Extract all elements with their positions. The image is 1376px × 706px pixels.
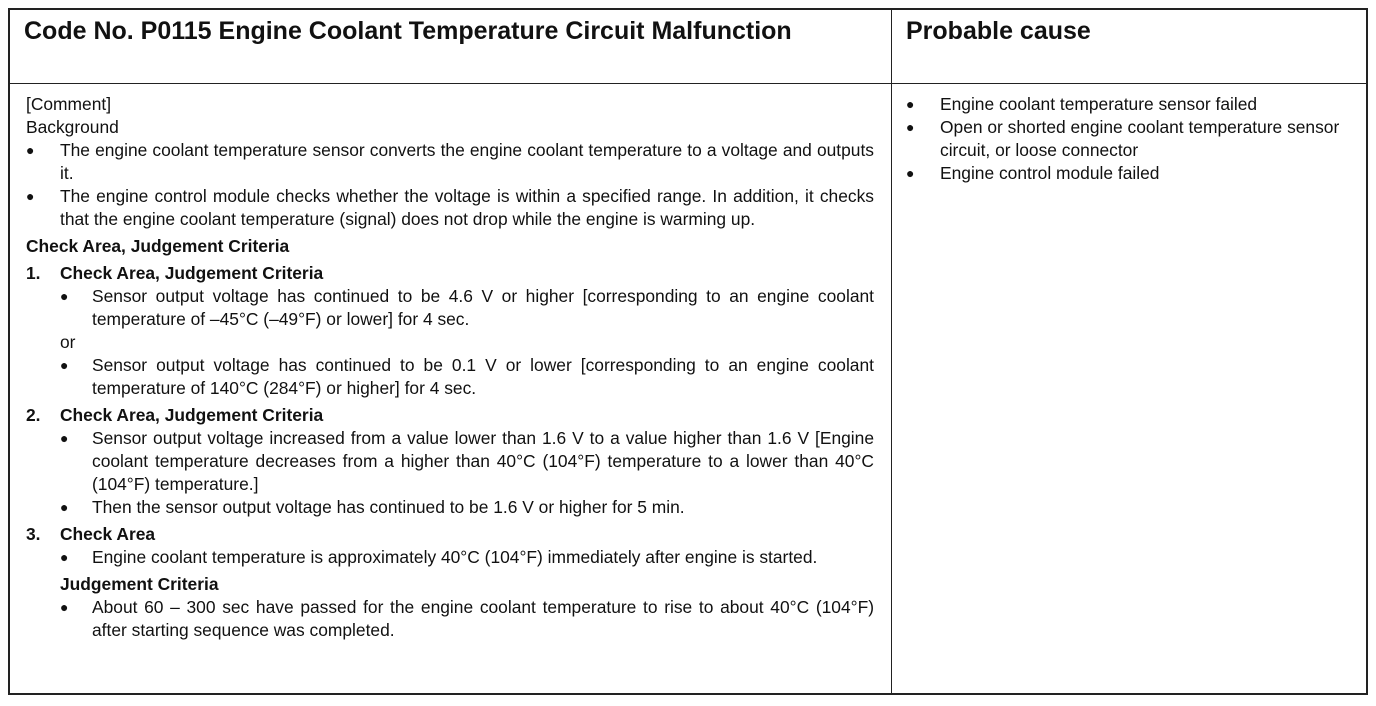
item-1-bullet: ● Sensor output voltage has continued to be 0.1 V or lower [corresponding to an engine coolant temperature of 140°C (284°F) or higher] for 4 sec.	[60, 355, 874, 398]
column-divider	[891, 10, 892, 693]
item-2-bullet: ● Sensor output voltage increased from a value lower than 1.6 V to a value higher than 1.6 V [Engine coolant temperature decreases from a higher than 40°C (104°F) temperature to a lower than 40°C (104°F) temperature.]	[60, 428, 874, 494]
probable-cause-column	[906, 93, 1356, 185]
item-3-bullet: ● Engine coolant temperature is approximately 40°C (104°F) immediately after engine is started.	[60, 547, 818, 567]
background-bullet: ● The engine control module checks whether the voltage is within a specified range. In addition, it checks that the engine coolant temperature (signal) does not drop while the engine is warming up.	[26, 186, 874, 229]
bullet-icon: ●	[60, 288, 69, 304]
page-title: Code No. P0115 Engine Coolant Temperature Circuit Malfunction	[24, 17, 792, 45]
probable-cause-item: ● Open or shorted engine coolant temperature sensor circuit, or loose connector	[906, 117, 1340, 160]
item-1-bullet: ● Sensor output voltage has continued to be 4.6 V or higher [corresponding to an engine coolant temperature of –45°C (–49°F) or lower] for 4 sec.	[60, 286, 874, 329]
bullet-icon: ●	[60, 430, 69, 446]
probable-cause-item: ● Engine coolant temperature sensor failed	[906, 94, 1258, 114]
item-2-heading: 2. Check Area, Judgement Criteria	[26, 405, 324, 425]
bullet-icon: ●	[906, 96, 915, 112]
item-3-bullet: ● About 60 – 300 sec have passed for the engine coolant temperature to rise to about 40°C (104°F) after starting sequence was completed.	[60, 597, 874, 640]
description-column	[26, 93, 874, 642]
bullet-icon: ●	[60, 499, 69, 515]
check-area-heading: Check Area, Judgement Criteria	[26, 236, 290, 256]
judgement-criteria-heading: Judgement Criteria	[60, 574, 219, 594]
item-3-heading: 3. Check Area	[26, 524, 156, 544]
background-label: Background	[26, 117, 119, 137]
comment-label: [Comment]	[26, 94, 112, 114]
probable-cause-title: Probable cause	[906, 17, 1091, 45]
bullet-icon: ●	[60, 599, 69, 615]
bullet-icon: ●	[60, 549, 69, 565]
bullet-icon: ●	[60, 357, 69, 373]
bullet-icon: ●	[26, 142, 35, 158]
header-divider	[10, 83, 1366, 84]
or-label: or	[60, 332, 76, 352]
bullet-icon: ●	[26, 188, 35, 204]
item-2-bullet: ● Then the sensor output voltage has continued to be 1.6 V or higher for 5 min.	[60, 497, 685, 517]
diagnostic-table	[8, 8, 1368, 695]
background-bullet: ● The engine coolant temperature sensor converts the engine coolant temperature to a voltage and outputs it.	[26, 140, 874, 183]
bullet-icon: ●	[906, 119, 915, 135]
item-1-heading: 1. Check Area, Judgement Criteria	[26, 263, 324, 283]
probable-cause-item: ● Engine control module failed	[906, 163, 1160, 183]
bullet-icon: ●	[906, 165, 915, 181]
